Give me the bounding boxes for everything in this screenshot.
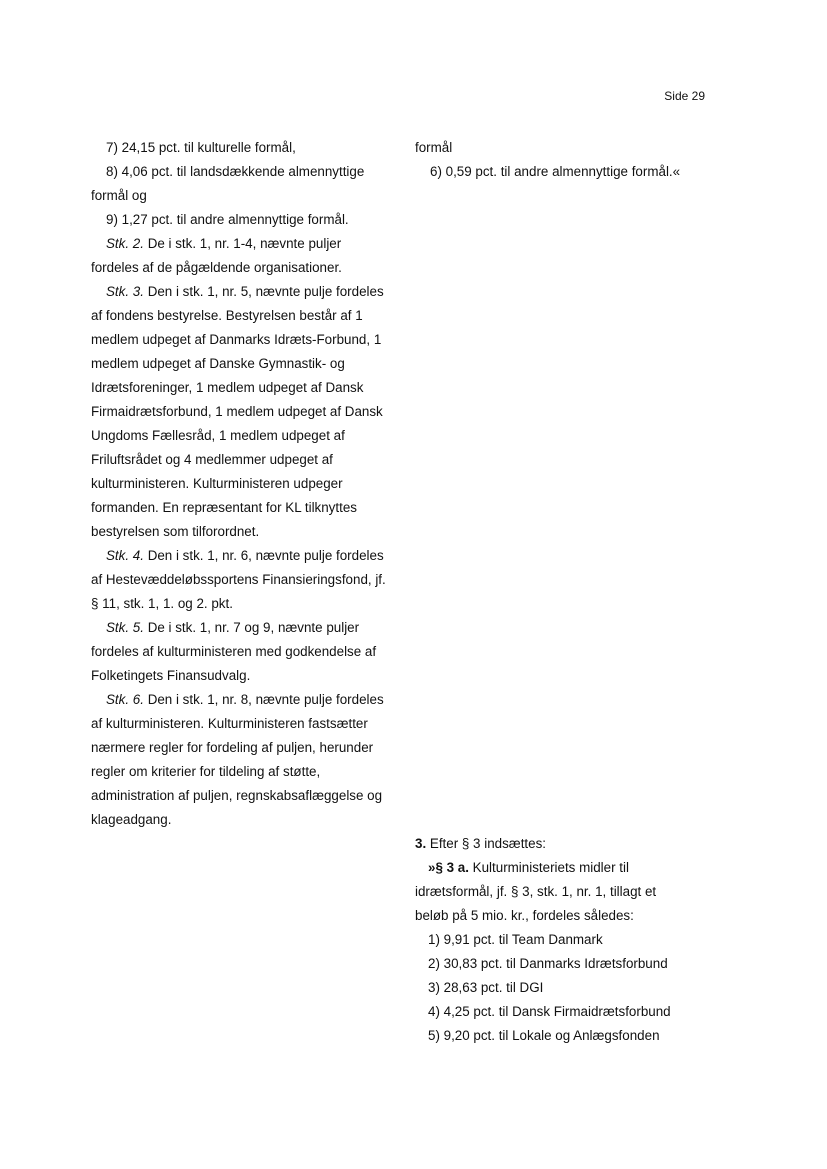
text-segment: Efter § 3 indsættes:: [426, 836, 547, 851]
stk-3-paragraph: [91, 280, 409, 304]
stk-label: Stk. 2.: [106, 236, 144, 251]
text-line: fordeles af kulturministeren med godkendelse af: [91, 644, 377, 659]
text-line: Folketingets Finansudvalg.: [91, 668, 251, 683]
text-line: af Hestevæddeløbssportens Finansieringsfond, jf.: [91, 572, 386, 587]
stk-4-paragraph: [91, 544, 409, 568]
list-item: 7) 24,15 pct. til kulturelle formål,: [106, 140, 296, 155]
text-segment: De i stk. 1, nr. 7 og 9, nævnte puljer: [143, 620, 360, 635]
text-line: af fondens bestyrelse. Bestyrelsen består af 1: [91, 308, 363, 323]
text-line: medlem udpeget af Danske Gymnastik- og: [91, 356, 345, 371]
text-line: § 11, stk. 1, 1. og 2. pkt.: [91, 596, 233, 611]
text-segment: De i stk. 1, nr. 1-4, nævnte puljer: [143, 236, 342, 251]
paragraph-label: »§ 3 a.: [428, 860, 469, 875]
text-line: formål og: [91, 188, 147, 203]
stk-label: Stk. 5.: [106, 620, 144, 635]
stk-label: Stk. 4.: [106, 548, 144, 563]
text-line: Idrætsforeninger, 1 medlem udpeget af Dansk: [91, 380, 364, 395]
list-item: 5) 9,20 pct. til Lokale og Anlægsfonden: [428, 1028, 660, 1043]
text-segment: Den i stk. 1, nr. 5, nævnte pulje fordeles: [143, 284, 384, 299]
list-item: 3) 28,63 pct. til DGI: [428, 980, 544, 995]
section-number: 3.: [415, 836, 427, 851]
text-line: Ungdoms Fællesråd, 1 medlem udpeget af: [91, 428, 345, 443]
text-line: formanden. En repræsentant for KL tilknyttes: [91, 500, 357, 515]
list-item: 2) 30,83 pct. til Danmarks Idrætsforbund: [428, 956, 668, 971]
stk-label: Stk. 6.: [106, 692, 144, 707]
text-line: klageadgang.: [91, 812, 172, 827]
text-line: regler om kriterier for tildeling af støtte,: [91, 764, 321, 779]
stk-2-paragraph: [91, 232, 409, 256]
new-paragraph-intro: [415, 856, 733, 880]
text-line: idrætsformål, jf. § 3, stk. 1, nr. 1, tillagt et: [415, 884, 657, 899]
list-item: 4) 4,25 pct. til Dansk Firmaidrætsforbund: [428, 1004, 671, 1019]
text-line: kulturministeren. Kulturministeren udpeger: [91, 476, 343, 491]
text-line: beløb på 5 mio. kr., fordeles således:: [415, 908, 634, 923]
text-line: administration af puljen, regnskabsaflæggelse og: [91, 788, 383, 803]
text-line: af kulturministeren. Kulturministeren fastsætter: [91, 716, 368, 731]
text-line: bestyrelsen som tilforordnet.: [91, 524, 260, 539]
text-segment: Den i stk. 1, nr. 8, nævnte pulje fordeles: [143, 692, 384, 707]
stk-6-paragraph: [91, 688, 409, 712]
right-column-bottom: [415, 832, 733, 1048]
list-item: 1) 9,91 pct. til Team Danmark: [428, 932, 603, 947]
section-3-heading: [415, 832, 733, 856]
text-line: fordeles af de pågældende organisationer.: [91, 260, 342, 275]
right-column-top: [415, 136, 733, 184]
list-item: 8) 4,06 pct. til landsdækkende almennyttige: [106, 164, 365, 179]
list-item: 9) 1,27 pct. til andre almennyttige formål.: [106, 212, 349, 227]
page-number: Side 29: [664, 89, 705, 103]
left-column: [91, 136, 409, 832]
stk-5-paragraph: [91, 616, 409, 640]
text-segment: Den i stk. 1, nr. 6, nævnte pulje fordeles: [143, 548, 384, 563]
text-line: medlem udpeget af Danmarks Idræts-Forbund, 1: [91, 332, 382, 347]
text-segment: Kulturministeriets midler til: [468, 860, 629, 875]
text-line: Firmaidrætsforbund, 1 medlem udpeget af Dansk: [91, 404, 383, 419]
list-item: 6) 0,59 pct. til andre almennyttige formål.«: [430, 164, 681, 179]
text-line: nærmere regler for fordeling af puljen, herunder: [91, 740, 374, 755]
stk-label: Stk. 3.: [106, 284, 144, 299]
text-line: formål: [415, 140, 453, 155]
text-line: Friluftsrådet og 4 medlemmer udpeget af: [91, 452, 333, 467]
